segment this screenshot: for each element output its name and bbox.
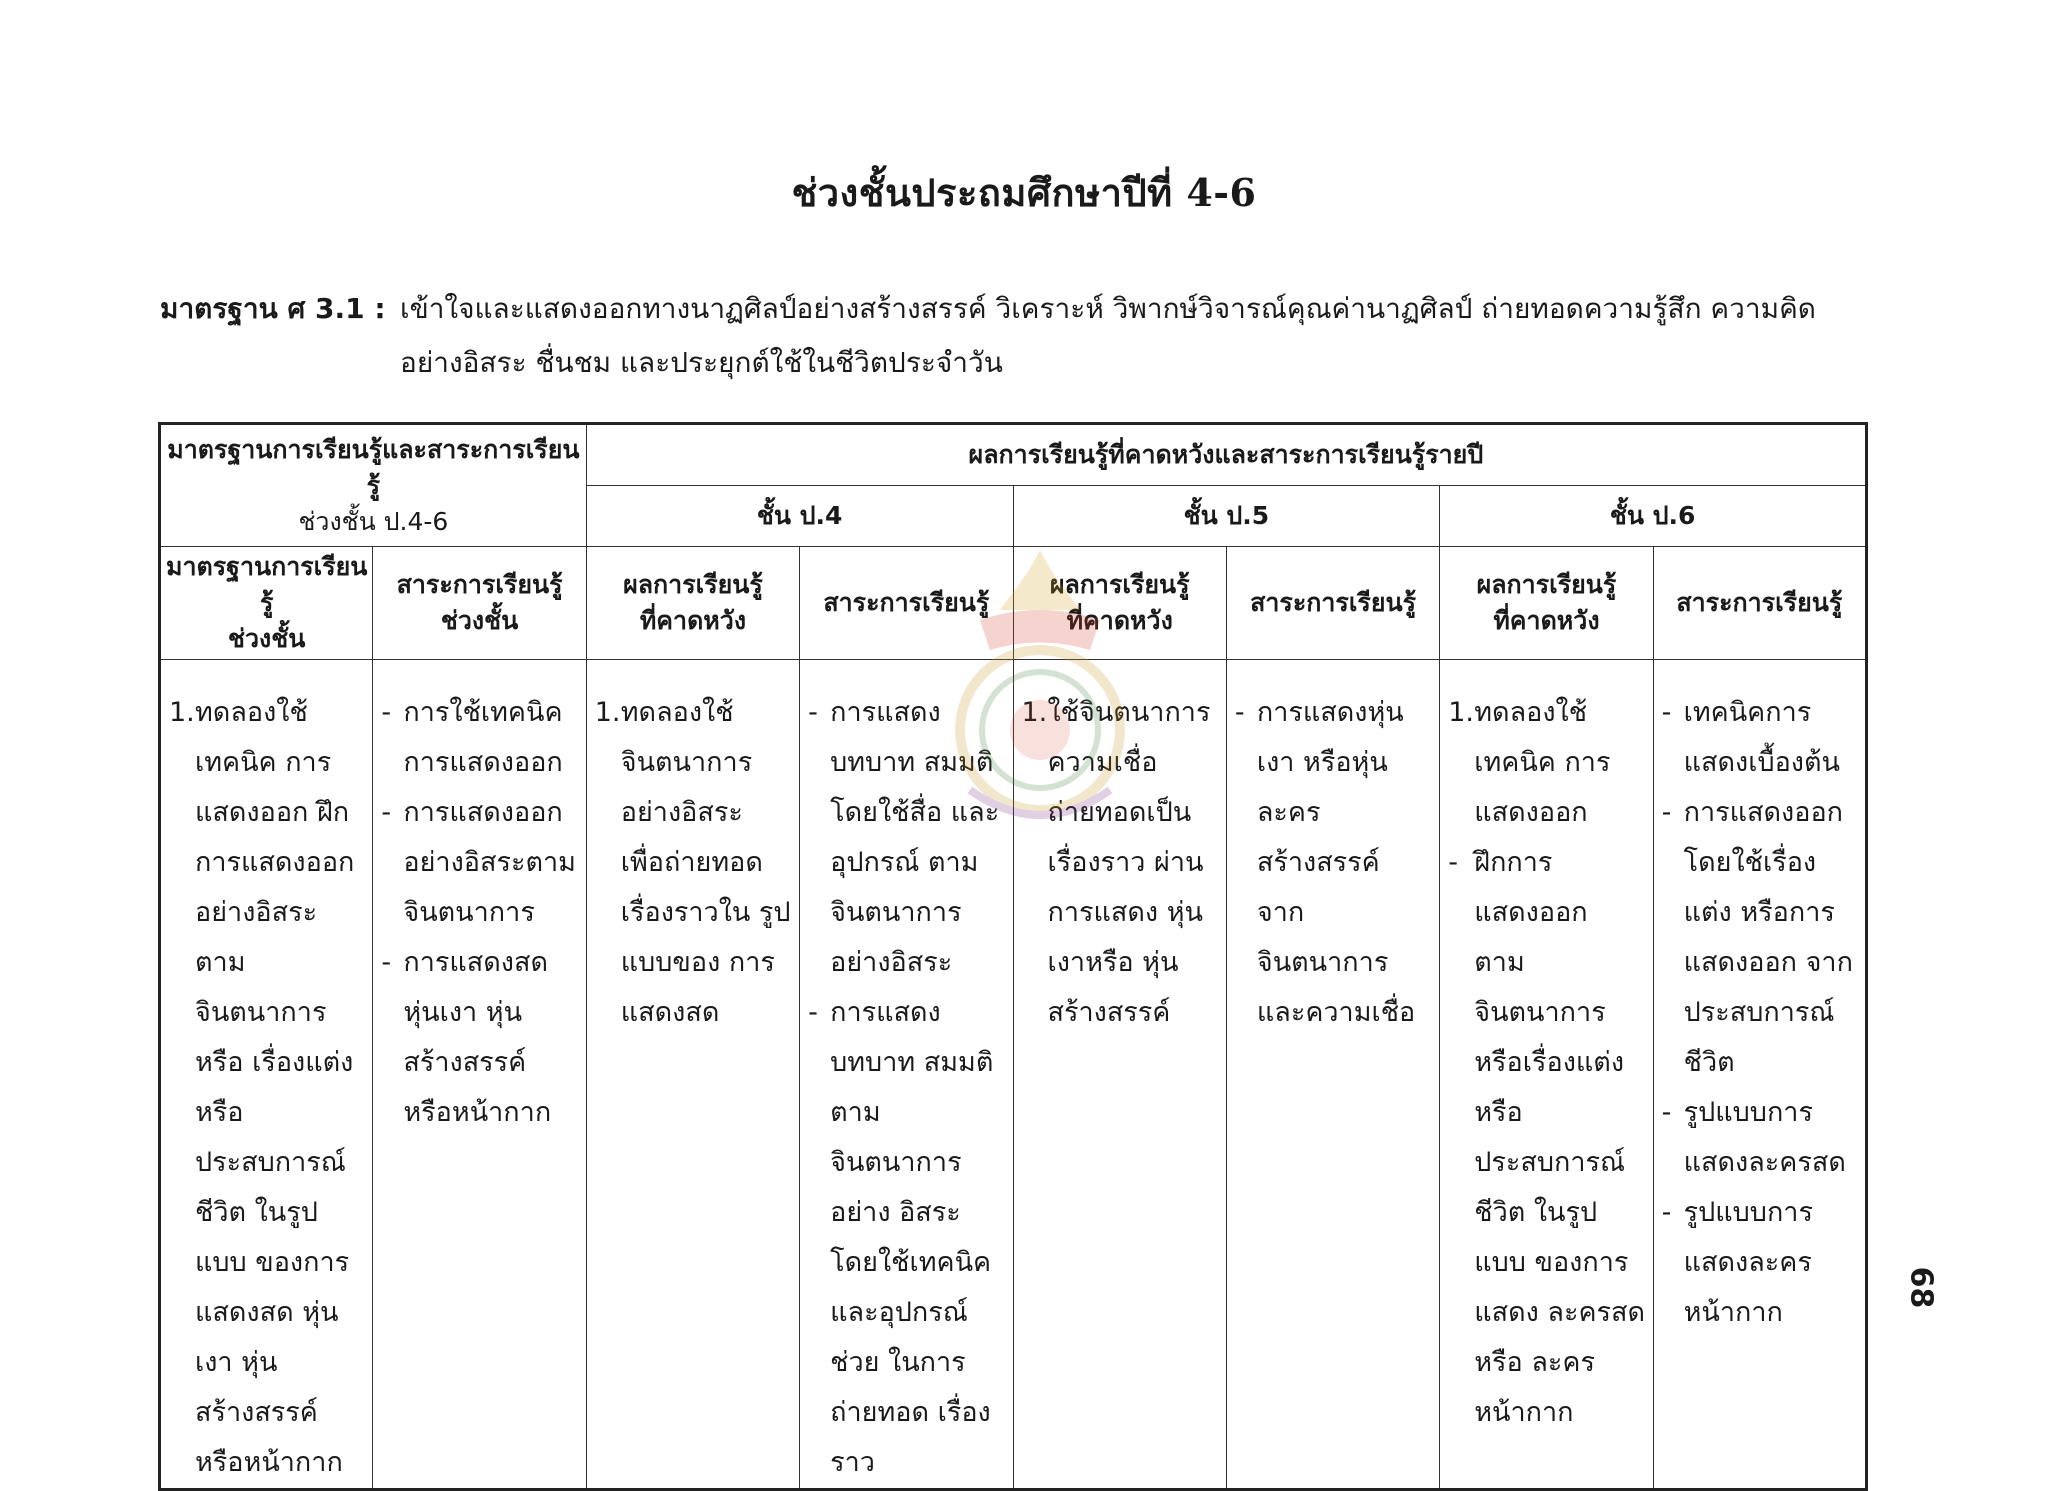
header-grade-4: ชั้น ป.4 (586, 486, 1013, 547)
standard-label: มาตรฐาน ศ 3.1 : (160, 292, 386, 325)
list-item: - การแสดงออก อย่างอิสระตาม จินตนาการ (381, 797, 576, 928)
header-expected-outcomes: ผลการเรียนรู้ที่คาดหวังและสาระการเรียนรู้รายปี (586, 424, 1866, 486)
subheader-outcome-p4: ผลการเรียนรู้ ที่คาดหวัง (586, 547, 799, 660)
cell-content-p5 (1226, 660, 1439, 1490)
cell-standard (160, 660, 373, 1490)
subheader-outcome-p6: ผลการเรียนรู้ ที่คาดหวัง (1440, 547, 1653, 660)
list-item: - การแสดงบทบาท สมมติตาม จินตนาการ อย่าง อิสระ โดยใช้เทคนิค และอุปกรณ์ช่วย ในการถ่ายทอด เรื่องราว (808, 997, 994, 1478)
list-item: - การใช้เทคนิค การแสดงออก (381, 697, 563, 778)
list-item: - ฝึกการแสดงออก ตามจินตนาการ หรือเรื่องแต่ง หรือประสบการณ์ ชีวิต ในรูปแบบ ของการแสดง ละครสด หรือ ละครหน้ากาก (1448, 847, 1646, 1428)
cell-outcome-p4 (586, 660, 799, 1490)
header-grade-6: ชั้น ป.6 (1440, 486, 1867, 547)
list-item: - การแสดงออก โดยใช้เรื่องแต่ง หรือการแสดงออก จากประสบการณ์ ชีวิต (1661, 797, 1853, 1078)
page-number: 68 (1903, 1266, 1939, 1309)
list-item: - รูปแบบการ แสดงละครสด (1661, 1097, 1846, 1178)
subheader-content: สาระการเรียนรู้ ช่วงชั้น (373, 547, 586, 660)
curriculum-table (158, 422, 1868, 1491)
header-grade-5: ชั้น ป.5 (1013, 486, 1440, 547)
subheader-content-p5: สาระการเรียนรู้ (1226, 547, 1439, 660)
standard-statement (160, 282, 1880, 390)
list-item: 1. ทดลองใช้เทคนิค การแสดงออก ฝึกการแสดงออก อย่างอิสระ ตาม จินตนาการหรือ เรื่องแต่ง หรือ ประสบการณ์ ชีวิต ในรูปแบบ ของการแสดงสด หุ่นเงา หุ่นสร้างสรรค์ หรือหน้ากาก (169, 697, 355, 1478)
list-item: 1. ทดลองใช้ จินตนาการ อย่างอิสระ เพื่อถ่ายทอด เรื่องราวใน รูปแบบของ การแสดงสด (594, 697, 791, 1028)
list-item: 1. ใช้จินตนาการ ความเชื่อ ถ่ายทอดเป็น เรื่องราว ผ่านการแสดง หุ่นเงาหรือ หุ่นสร้างสรรค์ (1021, 697, 1211, 1028)
cell-content-p4 (800, 660, 1013, 1490)
list-item: - เทคนิคการ แสดงเบื้องต้น (1661, 697, 1840, 778)
list-item: - การแสดงหุ่นเงา หรือหุ่นละคร สร้างสรรค์ จากจินตนาการ และความเชื่อ (1234, 697, 1416, 1028)
list-item: - รูปแบบการ แสดงละคร หน้ากาก (1661, 1197, 1813, 1328)
cell-outcome-p6 (1440, 660, 1653, 1490)
list-item: - การแสดงบทบาท สมมติ โดยใช้สื่อ และอุปกรณ์ ตามจินตนาการ อย่างอิสระ (808, 697, 1000, 978)
header-standards-and-content: มาตรฐานการเรียนรู้และสาระการเรียนรู้ ช่วงชั้น ป.4-6 (160, 424, 587, 547)
list-item: - การแสดงสด หุ่นเงา หุ่นสร้างสรรค์ หรือหน้ากาก (381, 947, 552, 1128)
subheader-outcome-p5: ผลการเรียนรู้ ที่คาดหวัง (1013, 547, 1226, 660)
cell-content (373, 660, 586, 1490)
subheader-standard: มาตรฐานการเรียนรู้ ช่วงชั้น (160, 547, 373, 660)
standard-text: เข้าใจและแสดงออกทางนาฏศิลป์อย่างสร้างสรรค์ วิเคราะห์ วิพากษ์วิจารณ์คุณค่านาฏศิลป์ ถ่ายทอดความรู้สึก ความคิด อย่างอิสระ ชื่นชม และประยุกต์ใช้ในชีวิตประจำวัน (400, 292, 1816, 379)
cell-content-p6 (1653, 660, 1866, 1490)
cell-outcome-p5 (1013, 660, 1226, 1490)
subheader-content-p6: สาระการเรียนรู้ (1653, 547, 1866, 660)
subheader-content-p4: สาระการเรียนรู้ (800, 547, 1013, 660)
page-title: ช่วงชั้นประถมศึกษาปีที่ 4-6 (791, 170, 1257, 215)
list-item: 1. ทดลองใช้เทคนิค การแสดงออก (1448, 697, 1611, 828)
